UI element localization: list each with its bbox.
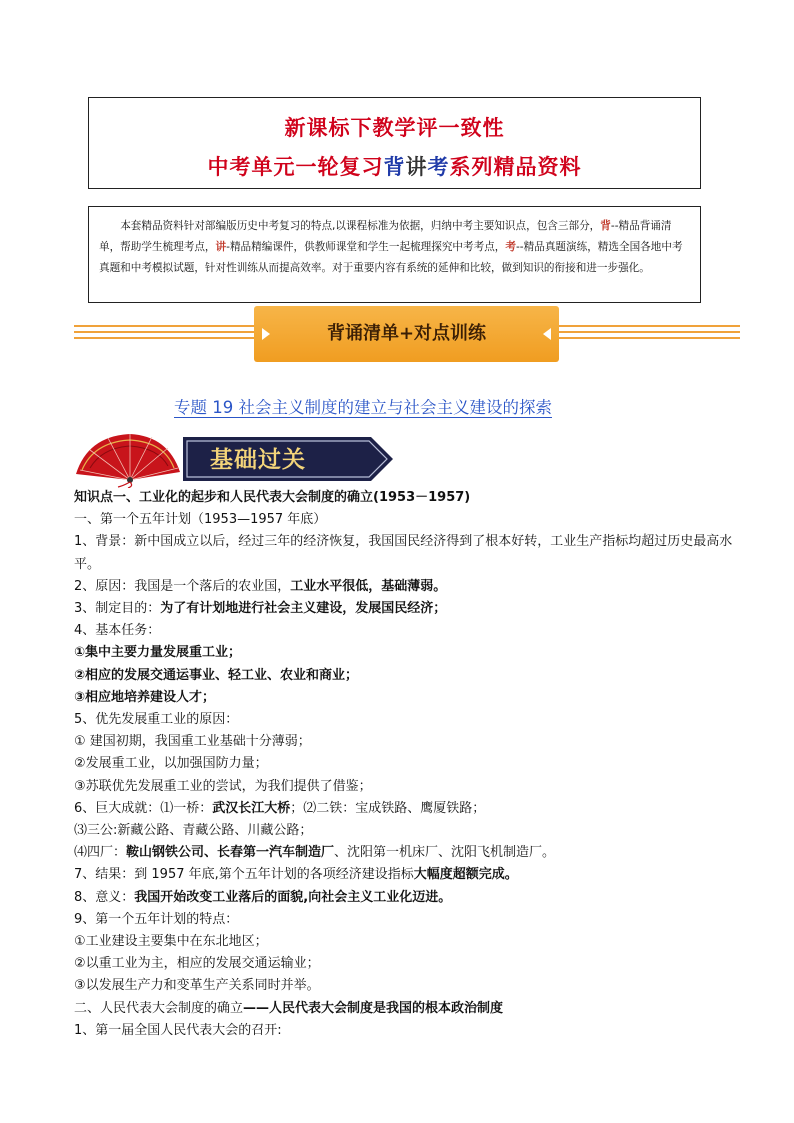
content-line: ① 建国初期，我国重工业基础十分薄弱；: [74, 734, 311, 750]
content-line: [74, 998, 734, 1020]
content-line: 一、第一个五年计划（1953—1957 年底）: [74, 512, 327, 528]
text-span: ⑷四厂：: [74, 845, 127, 861]
intro-text-1: 本套精品资料针对部编版历史中考复习的特点,以课程标准为依据，归纳中考主要知识点，包含三部分，: [120, 220, 601, 232]
text-span: 、沈阳第一机床厂、沈阳飞机制造厂。: [334, 845, 556, 861]
bold-span: 我国开始改变工业落后的面貌,向社会主义工业化迈进。: [134, 889, 452, 905]
content-body: [74, 487, 734, 1042]
knowledge-point-heading: 知识点一、工业化的起步和人民代表大会制度的确立(1953－1957): [74, 490, 471, 505]
intro-box: [88, 206, 701, 303]
bold-span: 为了有计划地进行社会主义建设，发展国民经济；: [160, 601, 447, 617]
content-line: ①工业建设主要集中在东北地区；: [74, 934, 268, 950]
title2-bei: 背: [383, 154, 406, 179]
content-line: ③相应地培养建设人才；: [74, 689, 216, 705]
content-line: [74, 864, 734, 886]
series-title-line1: 新课标下教学评一致性: [284, 115, 505, 140]
content-line: ⑶三公:新藏公路、青藏公路、川藏公路；: [74, 823, 313, 839]
title2-kao: 考: [427, 154, 450, 179]
bold-span: ——人民代表大会制度是我国的根本政治制度: [243, 1000, 504, 1016]
intro-text-3: -精品精编课件，供教师课堂和学生一起梳理探究中考考点，: [226, 241, 506, 253]
section-banner-recite: [254, 306, 559, 362]
content-line: 1、背景：新中国成立以后，经过三年的经济恢复，我国国民经济得到了根本好转，工业生产指标均超过历史最高水平。: [74, 534, 733, 572]
text-span: 8、意义：: [74, 889, 135, 905]
title2-jiang: 讲: [405, 154, 428, 179]
title2-part-a: 中考单元一轮复习: [207, 154, 384, 179]
content-line: ①集中主要力量发展重工业；: [74, 645, 242, 661]
content-line: 4、基本任务：: [74, 623, 161, 639]
intro-keyword-kao: 考: [505, 241, 516, 253]
content-line: [74, 576, 734, 598]
content-line: ②相应的发展交通运事业、轻工业、农业和商业；: [74, 667, 359, 683]
title2-part-e: 系列精品资料: [449, 154, 582, 179]
series-title-line2: [89, 151, 700, 181]
text-span: 6、巨大成就：⑴一桥：: [74, 800, 213, 816]
folding-fan-icon: [68, 428, 188, 488]
content-line: ③苏联优先发展重工业的尝试，为我们提供了借鉴；: [74, 778, 372, 794]
content-line: [74, 887, 734, 909]
content-line: ③以发展生产力和变革生产关系同时并举。: [74, 978, 320, 994]
text-span: ；⑵二铁：宝成铁路、鹰厦铁路；: [290, 800, 486, 816]
content-line: 9、第一个五年计划的特点：: [74, 911, 239, 927]
section-label: 基础过关: [210, 446, 306, 473]
banner-label: 背诵清单+对点训练: [326, 323, 487, 344]
bold-span: 大幅度超额完成。: [413, 867, 518, 883]
content-line: 1、第一届全国人民代表大会的召开:: [74, 1022, 282, 1038]
content-line: [74, 798, 734, 820]
bold-span: 武汉长江大桥: [212, 800, 291, 816]
intro-keyword-jiang: 讲: [215, 241, 227, 253]
intro-keyword-bei: 背: [600, 220, 611, 232]
intro-text-4: --精品真题演练，精选全国各地中考真题和中考模拟试题，针对性训练从而提高效率。对于重要内容有系统的延伸和比较，做到知识的衔接和进一步强化。: [99, 241, 683, 274]
text-span: 二、人民代表大会制度的确立: [74, 1000, 244, 1016]
title-box: [88, 97, 701, 189]
content-line: [74, 842, 734, 864]
text-span: 7、结果：到 1957 年底,第个五年计划的各项经济建设指标: [74, 867, 414, 883]
bold-span: 工业水平很低，基础薄弱。: [290, 578, 447, 594]
content-line: ②发展重工业，以加强国防力量；: [74, 756, 268, 772]
intro-text-2: --精品背诵清单，帮助学生梳理考点，: [99, 220, 672, 253]
text-span: 2、原因：我国是一个落后的农业国，: [74, 578, 291, 594]
content-line: 5、优先发展重工业的原因：: [74, 712, 239, 728]
content-line: [74, 598, 734, 620]
bold-span: 鞍山钢铁公司、长春第一汽车制造厂: [126, 845, 335, 861]
content-line: ②以重工业为主，相应的发展交通运输业；: [74, 956, 320, 972]
banner-left-divider: [74, 323, 254, 340]
banner-right-divider: [559, 323, 740, 340]
text-span: 3、制定目的：: [74, 601, 161, 617]
topic-title: 专题 19 社会主义制度的建立与社会主义建设的探索: [174, 398, 552, 417]
